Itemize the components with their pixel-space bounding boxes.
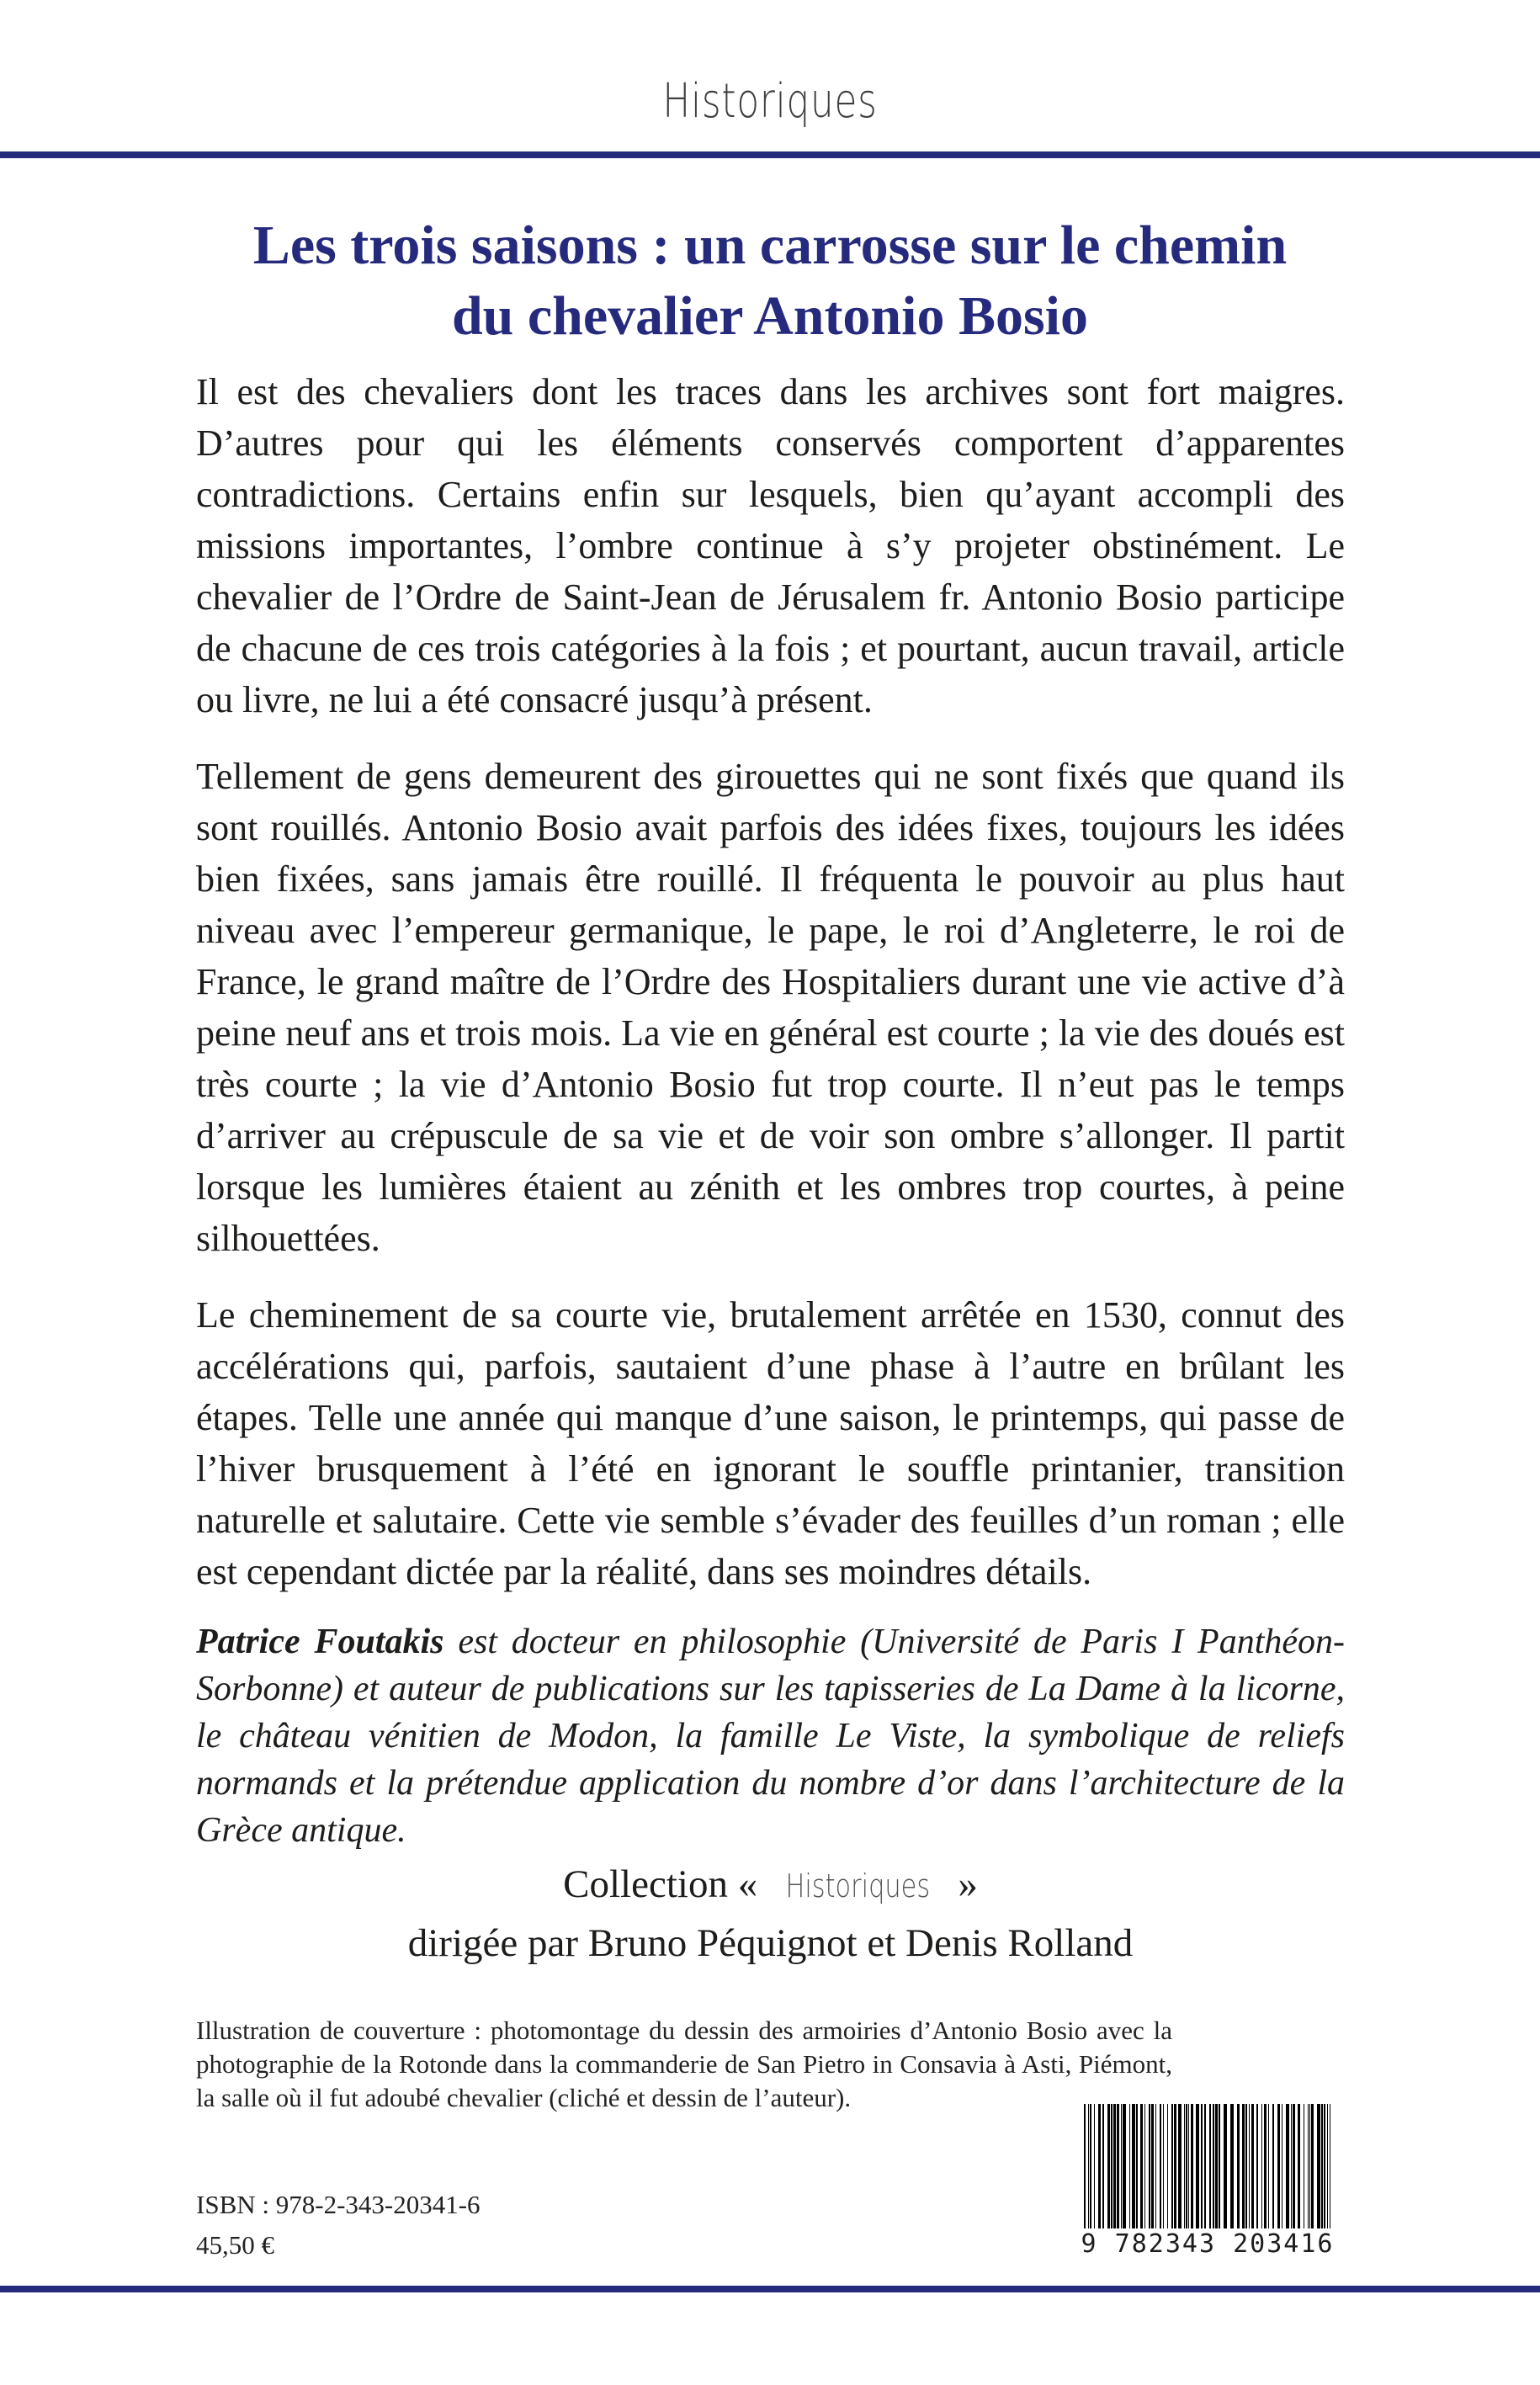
barcode-bar [1117, 2104, 1119, 2230]
title-line-1: Les trois saisons : un carrosse sur le chemin [252, 215, 1288, 276]
barcode-bar [1224, 2104, 1227, 2230]
barcode-bar [1084, 2104, 1086, 2230]
barcode-bar [1317, 2104, 1320, 2230]
barcode-bar [1140, 2104, 1143, 2230]
barcode-bar [1272, 2104, 1274, 2230]
author-bio [196, 1618, 1345, 1854]
barcode-bar [1160, 2104, 1161, 2230]
barcode-bar [1121, 2104, 1122, 2230]
blurb [196, 366, 1345, 1623]
collection-series-name: Historiques [785, 1867, 931, 1904]
barcode-digits: 9 782343 203416 [1077, 2228, 1338, 2260]
collection-info [196, 1856, 1345, 1972]
barcode-bar [1293, 2104, 1295, 2230]
barcode-bar [1209, 2104, 1211, 2230]
barcode-bar [1264, 2104, 1267, 2230]
price: 45,50 € [196, 2230, 274, 2260]
barcode-bar [1102, 2104, 1104, 2230]
bottom-rule [0, 2286, 1540, 2292]
barcode [1077, 2104, 1338, 2264]
barcode-bar [1327, 2104, 1328, 2230]
collection-prefix: Collection « [563, 1862, 767, 1906]
cover-credit: Illustration de couverture : photomontage du dessin des armoiries d’Antonio Bosio avec la photographie de la Rotonde dans la commanderie de San Pietro in Consavia à Asti, Piémont, la salle où il fut adoubé chevalier (cliché et dessin de l’auteur). [196, 2016, 1172, 2112]
barcode-bar [1311, 2104, 1314, 2230]
barcode-bar [1144, 2104, 1145, 2230]
barcode-bar [1088, 2104, 1089, 2230]
barcode-bar [1321, 2104, 1323, 2230]
barcode-bar [1188, 2104, 1189, 2230]
barcode-bar [1132, 2104, 1135, 2230]
barcode-bar [1201, 2104, 1203, 2230]
collection-directors: dirigée par Bruno Péquignot et Denis Rolland [407, 1921, 1134, 1965]
barcode-bar [1113, 2104, 1116, 2230]
barcode-bar [1167, 2104, 1168, 2230]
barcode-bar [1213, 2104, 1214, 2230]
author-name: Patrice Foutakis [196, 1623, 444, 1661]
blurb-paragraph-1: Il est des chevaliers dont les traces dans les archives sont fort maigres. D’autres pour qui les éléments conservés comportent d’apparentes contradictions. Certains enfin sur lesquels, bien qu’ayant accompli des missions importantes, l’ombre continue à s’y projeter obstinément. Le chevalier de l’Ordre de Saint-Jean de Jérusalem fr. Antonio Bosio participe de chacune de ces trois catégories à la fois ; et pourtant, aucun travail, article ou livre, ne lui a été consacré jusqu’à présent. [196, 371, 1345, 720]
barcode-bar [1324, 2104, 1325, 2230]
barcode-bar [1196, 2104, 1199, 2230]
author-bio-text: est docteur en philosophie (Université de Paris I Panthéon-Sorbonne) et auteur de publications sur les tapisseries de La Dame à la licorne, le château vénitien de Modon, la famille Le Viste, la symbolique de reliefs normands et la prétendue application du nombre d’or dans l’architecture de la Grèce antique. [196, 1623, 1345, 1850]
barcode-bar [1151, 2104, 1154, 2230]
barcode-bar [1237, 2104, 1240, 2230]
barcode-bar [1230, 2104, 1234, 2230]
barcode-bar [1215, 2104, 1218, 2230]
blurb-paragraph-2: Tellement de gens demeurent des girouettes qui ne sont fixés que quand ils sont rouillés. Antonio Bosio avait parfois des idées fixes, toujours les idées bien fixées, sans jamais être rouillé. Il fréquenta le pouvoir au plus haut niveau avec l’empereur germanique, le pape, le roi d’Angleterre, le roi de France, le grand maître de l’Ordre des Hospitaliers durant une vie active d’à peine neuf ans et trois mois. La vie en général est courte ; la vie des doués est très courte ; la vie d’Antonio Bosio fut trop courte. Il n’eut pas le temps d’arriver au crépuscule de sa vie et de voir son ombre s’allonger. Il partit lorsque les lumières étaient au zénith et les ombres trop courtes, à peine silhouettées. [196, 756, 1345, 1259]
barcode-bar [1261, 2104, 1262, 2230]
barcode-bar [1090, 2104, 1091, 2230]
barcode-bar [1136, 2104, 1138, 2230]
barcode-bar [1219, 2104, 1220, 2230]
barcode-bar [1107, 2104, 1110, 2230]
barcode-bar [1178, 2104, 1182, 2230]
barcode-bar [1204, 2104, 1206, 2230]
barcode-bar [1286, 2104, 1289, 2230]
barcode-bar [1242, 2104, 1245, 2230]
barcode-bar [1245, 2104, 1247, 2230]
barcode-bar [1163, 2104, 1164, 2230]
barcode-bar [1174, 2104, 1176, 2230]
barcode-bar [1155, 2104, 1156, 2230]
barcode-bar [1268, 2104, 1269, 2230]
isbn: ISBN : 978-2-343-20341-6 [196, 2190, 481, 2219]
barcode-bar [1191, 2104, 1193, 2230]
barcode-bar [1123, 2104, 1126, 2230]
barcode-bar [1308, 2104, 1309, 2230]
barcode-bar [1094, 2104, 1095, 2230]
blurb-paragraph-3: Le cheminement de sa courte vie, brutalement arrêtée en 1530, connut des accélérations qui, parfois, sautaient d’une phase à l’autre en brûlant les étapes. Telle une année qui manque d’une saison, le printemps, qui passe de l’hiver brusquement à l’été en ignorant le souffle printanier, transition naturelle et salutaire. Cette vie semble s’évader des feuilles d’un roman ; elle est cependant dictée par la réalité, dans ses moindres détails. [196, 1294, 1345, 1592]
collection-suffix: » [948, 1862, 978, 1906]
barcode-bar [1129, 2104, 1130, 2230]
barcode-bar [1251, 2104, 1254, 2230]
barcode-bar [1298, 2104, 1300, 2230]
barcode-bar [1309, 2104, 1310, 2230]
series-logo: Historiques [662, 74, 878, 129]
title-line-2: du chevalier Antonio Bosio [451, 285, 1089, 347]
barcode-bar [1149, 2104, 1150, 2230]
barcode-bar [1249, 2104, 1250, 2230]
barcode-bar [1256, 2104, 1258, 2230]
collection-line [196, 1856, 1345, 1915]
barcode-bar [1171, 2104, 1173, 2230]
barcode-bar [1111, 2104, 1113, 2230]
barcode-bars [1077, 2104, 1338, 2230]
barcode-bar [1277, 2104, 1280, 2230]
barcode-bar [1186, 2104, 1187, 2230]
barcode-bar [1098, 2104, 1101, 2230]
barcode-bar [1291, 2104, 1292, 2230]
book-title [101, 210, 1439, 352]
barcode-bar [1184, 2104, 1185, 2230]
top-rule [0, 151, 1540, 158]
